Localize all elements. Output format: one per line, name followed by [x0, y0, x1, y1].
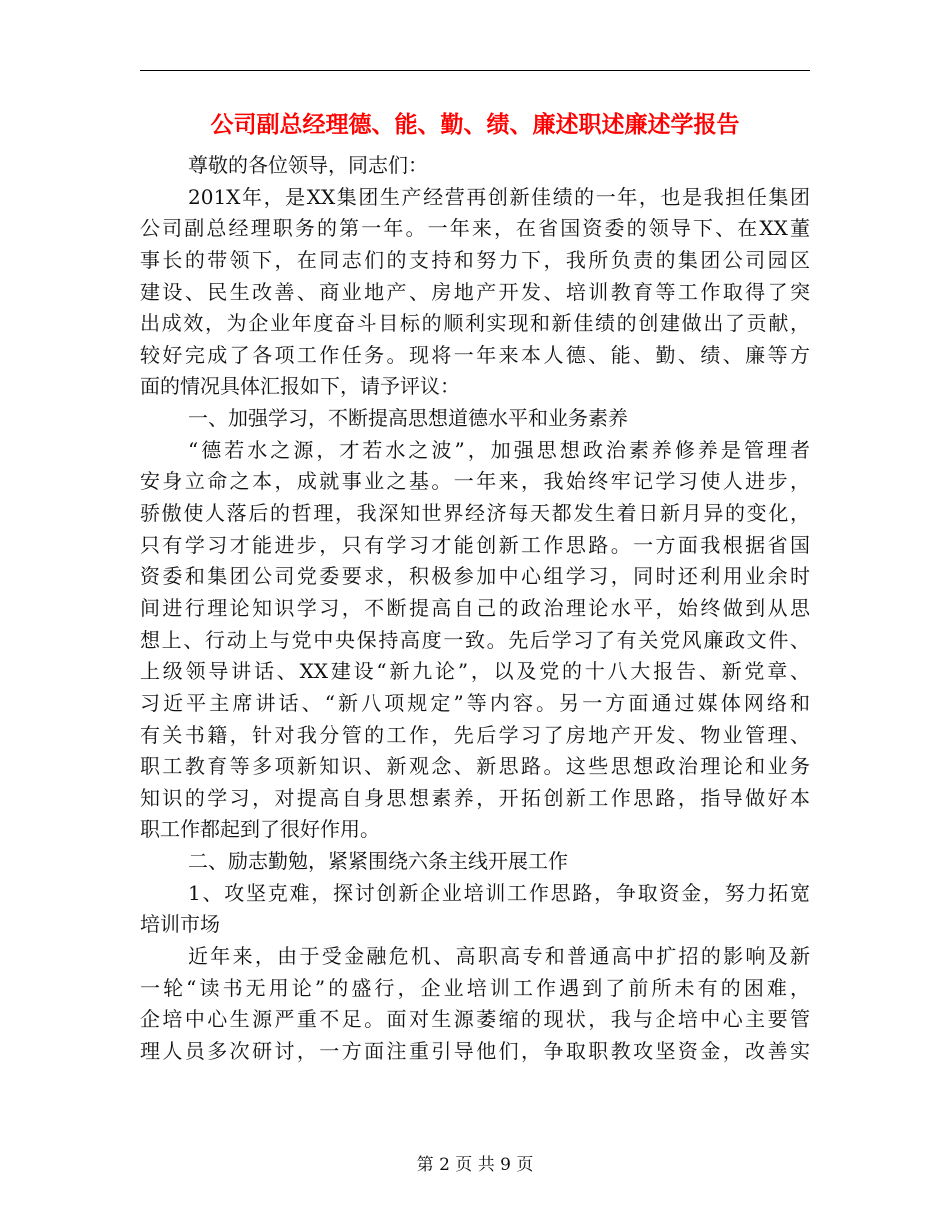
document-title: 公司副总经理德、能、勤、绩、廉述职述廉述学报告 [210, 111, 740, 138]
page-number-footer: 第 2 页 共 9 页 [416, 1155, 534, 1175]
paragraph-line: 企培中心生源严重不足。面对生源萎缩的现状，我与企培中心主要管 [140, 1007, 810, 1032]
paragraph-line: 出成效，为企业年度奋斗目标的顺利实现和新佳绩的创建做出了贡献， [140, 311, 810, 336]
paragraph-line: 职工教育等多项新知识、新观念、新思路。这些思想政治理论和业务 [140, 754, 810, 779]
section-heading: 一、加强学习，不断提高思想道德水平和业务素养 [188, 406, 628, 431]
paragraph-line: 想上、行动上与党中央保持高度一致。先后学习了有关党风廉政文件、 [140, 627, 810, 652]
paragraph-line: 有关书籍，针对我分管的工作，先后学习了房地产开发、物业管理、 [140, 722, 810, 747]
paragraph-line: 面的情况具体汇报如下，请予评议： [140, 374, 460, 399]
subsection-heading: 1、攻坚克难，探讨创新企业培训工作思路，争取资金，努力拓宽 [188, 880, 810, 905]
section-heading: 二、励志勤勉，紧紧围绕六条主线开展工作 [188, 849, 568, 874]
paragraph-line: 201X年，是XX集团生产经营再创新佳绩的一年，也是我担任集团 [188, 184, 810, 209]
paragraph-line: 建设、民生改善、商业地产、房地产开发、培训教育等工作取得了突 [140, 279, 810, 304]
paragraph-line: 资委和集团公司党委要求，积极参加中心组学习，同时还利用业余时 [140, 564, 810, 589]
paragraph-line: “德若水之源，才若水之波”，加强思想政治素养修养是管理者 [188, 437, 810, 462]
paragraph-line: 公司副总经理职务的第一年。一年来，在省国资委的领导下、在XX董 [140, 216, 810, 241]
document-body [140, 150, 810, 1068]
paragraph-line: 骄傲使人落后的哲理，我深知世界经济每天都发生着日新月异的变化， [140, 501, 810, 526]
paragraph-line: 安身立命之本，成就事业之基。一年来，我始终牢记学习使人进步， [140, 469, 810, 494]
paragraph-line: 习近平主席讲话、“新八项规定”等内容。另一方面通过媒体网络和 [140, 690, 810, 715]
paragraph-line: 只有学习才能进步，只有学习才能创新工作思路。一方面我根据省国 [140, 532, 810, 557]
paragraph-line: 理人员多次研讨，一方面注重引导他们，争取职教攻坚资金，改善实 [140, 1038, 810, 1063]
salutation-line: 尊敬的各位领导，同志们： [188, 153, 428, 177]
header-rule [140, 70, 810, 71]
paragraph-line: 较好完成了各项工作任务。现将一年来本人德、能、勤、绩、廉等方 [140, 342, 810, 367]
paragraph-line: 知识的学习，对提高自身思想素养，开拓创新工作思路，指导做好本 [140, 785, 810, 810]
paragraph-line: 上级领导讲话、XX建设“新九论”，以及党的十八大报告、新党章、 [140, 659, 810, 684]
paragraph-line: 间进行理论知识学习，不断提高自己的政治理论水平，始终做到从思 [140, 595, 810, 620]
paragraph-line: 职工作都起到了很好作用。 [140, 817, 380, 842]
paragraph-line: 事长的带领下，在同志们的支持和努力下，我所负责的集团公司园区 [140, 247, 810, 272]
subsection-heading: 培训市场 [140, 912, 220, 937]
paragraph-line: 一轮“读书无用论”的盛行，企业培训工作遇到了前所未有的困难， [140, 975, 810, 1000]
paragraph-line: 近年来，由于受金融危机、高职高专和普通高中扩招的影响及新 [188, 944, 810, 969]
